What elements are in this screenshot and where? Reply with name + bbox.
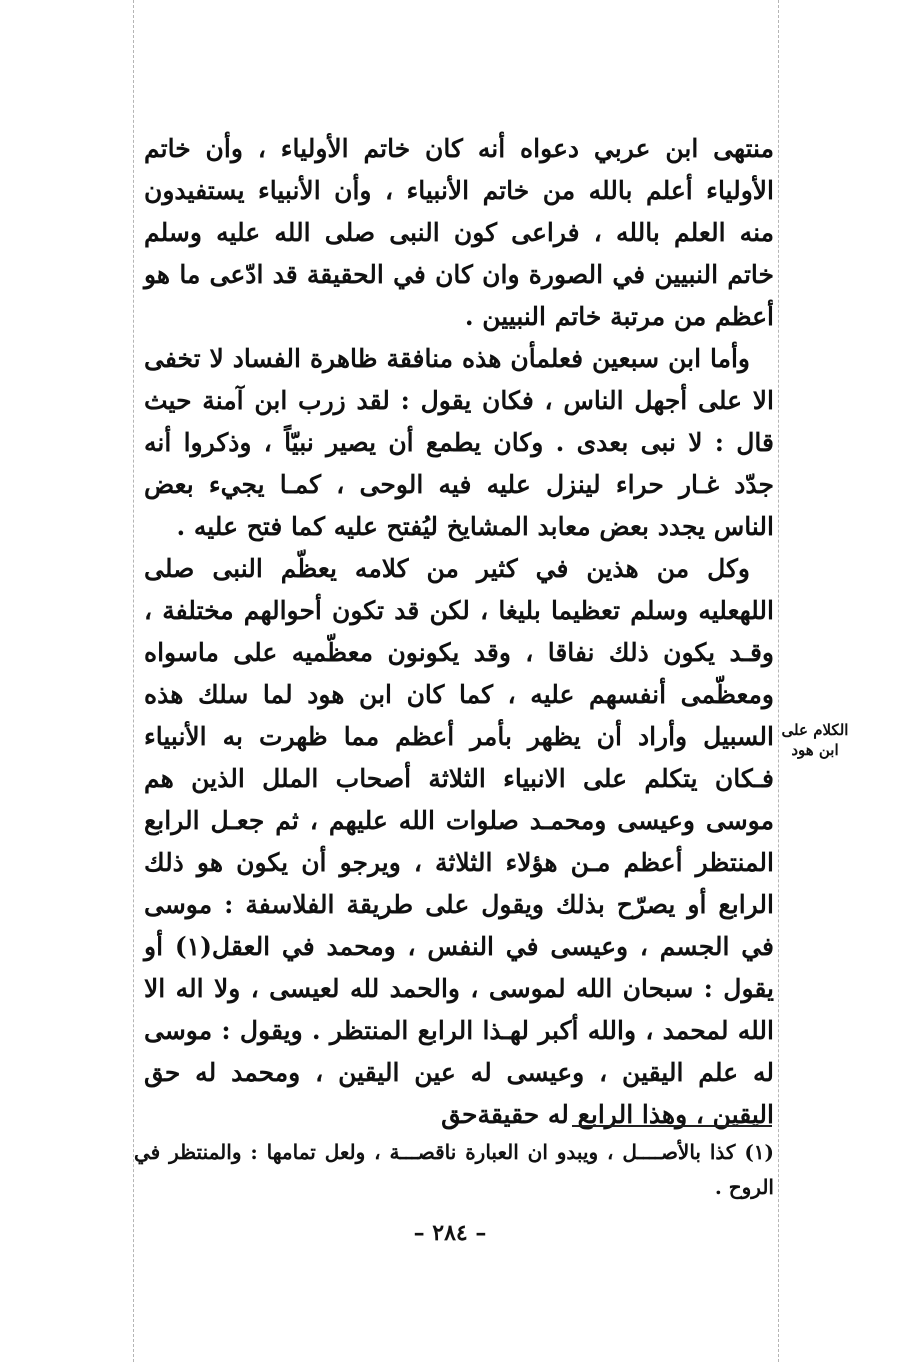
footnote: (١) كذا بالأصــــل ، ويبدو ان العبارة ناقصـــة ، ولعل تمامها : والمنتظر في الروح .: [134, 1140, 774, 1199]
paragraph-2: وأما ابن سبعين فعلمأن هذه منافقة ظاهرة الفساد لا تخفى الا على أجهل الناس ، فكان يقول : لقد زرب ابن آمنة حيث قال : لا نبى بعدى . وكان يطمع أن يصير نبيّاً ، وذكروا أنه جدّد غـار حراء لينزل عليه فيه الوحى ، كمـا يجيء بعض الناس يجدد بعض معابد المشايخ ليُفتح عليه كما فتح عليه .: [144, 344, 774, 541]
paragraph-1: منتهى ابن عربي دعواه أنه كان خاتم الأولياء ، وأن خاتم الأولياء أعلم بالله من خاتم الأنبياء ، وأن الأنبياء يستفيدون منه العلم بالله ، فراعى كون النبى صلى الله عليه وسلم خاتم النبيين في الصورة وان كان في الحقيقة قد ادّعى ما هو أعظم من مرتبة خاتم النبيين .: [144, 134, 774, 331]
main-text: [144, 128, 774, 1136]
page-number: – ٢٨٤ –: [413, 1220, 487, 1246]
right-margin-guide: [778, 0, 779, 1362]
paragraph-3: وكل من هذين في كثير من كلامه يعظّم النبى صلى اللهعليه وسلم تعظيما بليغا ، لكن قد تكون أحوالهم مختلفة ، وقـد يكون ذلك نفاقا ، وقد يكونون معظّميه على ماسواه ومعظّمى أنفسهم عليه ، كما كان ابن هود لما سلك هذه السبيل وأراد أن يظهر بأمر أعظم مما ظهرت به الأنبياء فـكان يتكلم على الانبياء الثلاثة أصحاب الملل الذين هم موسى وعيسى ومحمـد صلوات الله عليهم ، ثم جعـل الرابع المنتظر أعظم مـن هؤلاء الثلاثة ، ويرجو أن يكون هو ذلك الرابع أو يصرّح بذلك ويقول على طريقة الفلاسفة : موسى في الجسم ، وعيسى في النفس ، ومحمد في العقل(١) أو يقول : سبحان الله لموسى ، والحمد لله لعيسى ، ولا اله الا الله لمحمد ، والله أكبر لهـذا الرابع المنتظر . ويقول : موسى له علم اليقين ، وعيسى له عين اليقين ، ومحمد له حق اليقين ، وهذا الرابع له حقيقةحق: [144, 554, 774, 1129]
footnote-separator: [572, 1125, 772, 1127]
margin-note: الكلام على ابن هود: [781, 721, 849, 759]
